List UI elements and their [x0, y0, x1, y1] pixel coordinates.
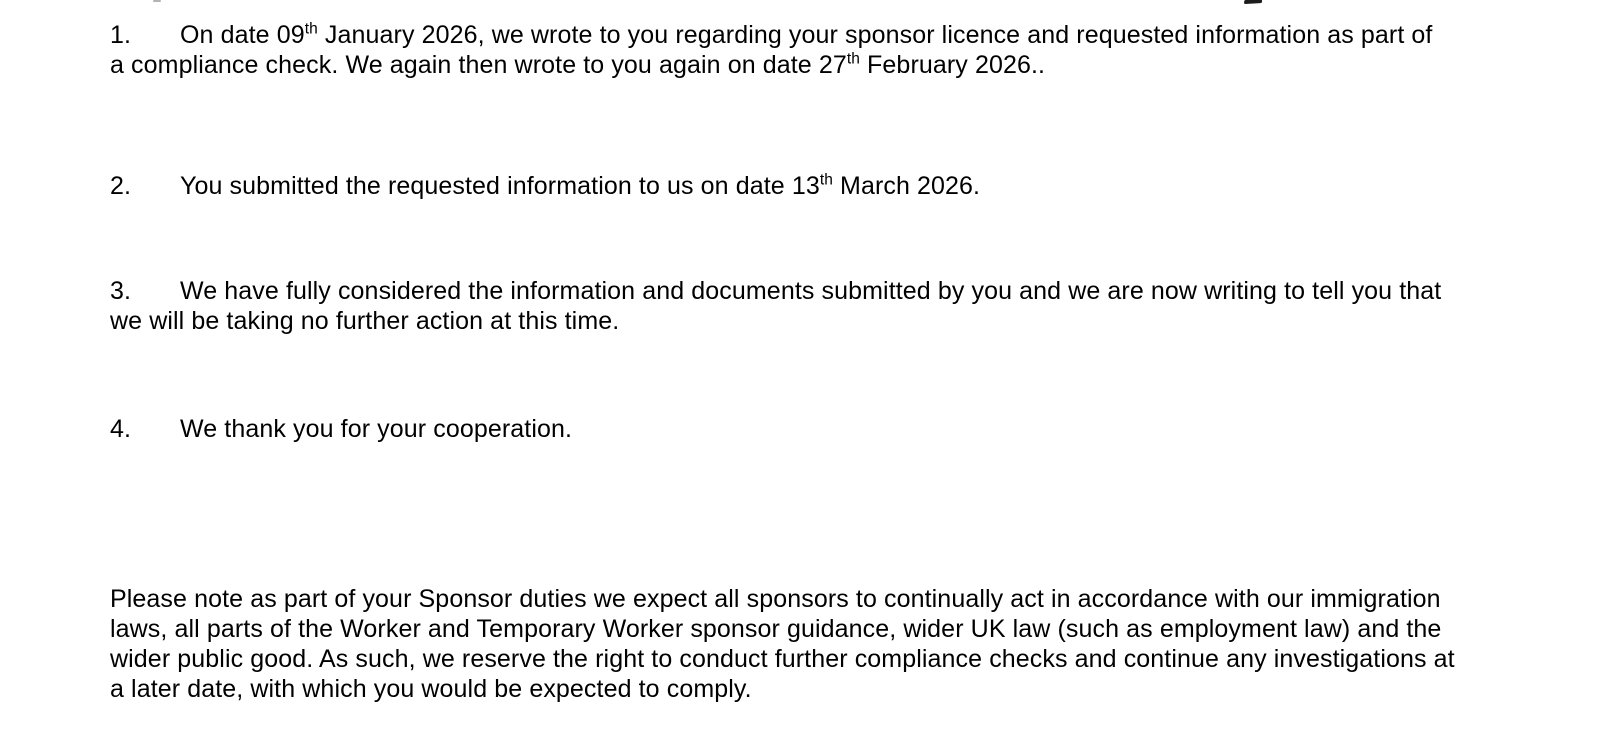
paragraph-text: We have fully considered the information and documents submitted by you and we are now writing to tell you that we will be taking no further action at this time.	[110, 277, 1442, 335]
numbered-paragraph-3	[110, 276, 1455, 336]
paragraph-number: 2.	[110, 172, 132, 200]
closing-paragraph: Please note as part of your Sponsor duties we expect all sponsors to continually act in accordance with our immigration laws, all parts of the Worker and Temporary Worker sponsor guidance, wider UK law (such as employment law) and the wider public good. As such, we reserve the right to conduct further compliance checks and continue any investigations at a later date, with which you would be expected to comply.	[110, 585, 1455, 703]
ordinal-superscript: th	[304, 20, 318, 38]
paragraph-text: You submitted the requested information to us on date 13th March 2026.	[180, 171, 981, 200]
cutoff-glyph-fragment-left	[153, 0, 161, 2]
numbered-paragraph-2	[110, 171, 1455, 201]
ordinal-superscript: th	[846, 50, 861, 68]
numbered-paragraph-1	[110, 20, 1455, 80]
paragraph-number: 4.	[110, 415, 132, 443]
letter-body	[110, 20, 1455, 704]
cutoff-glyph-fragment-right	[1244, 0, 1262, 4]
numbered-paragraph-4	[110, 414, 1455, 444]
paragraph-text: On date 09th January 2026, we wrote to you regarding your sponsor licence and requested information as part of a compliance check. We again then wrote to you again on date 27th February 2026..	[110, 20, 1433, 79]
paragraph-number: 1.	[110, 21, 132, 49]
paragraph-number: 3.	[110, 277, 132, 305]
paragraph-text: We thank you for your cooperation.	[180, 415, 573, 443]
ordinal-superscript: th	[819, 171, 833, 189]
